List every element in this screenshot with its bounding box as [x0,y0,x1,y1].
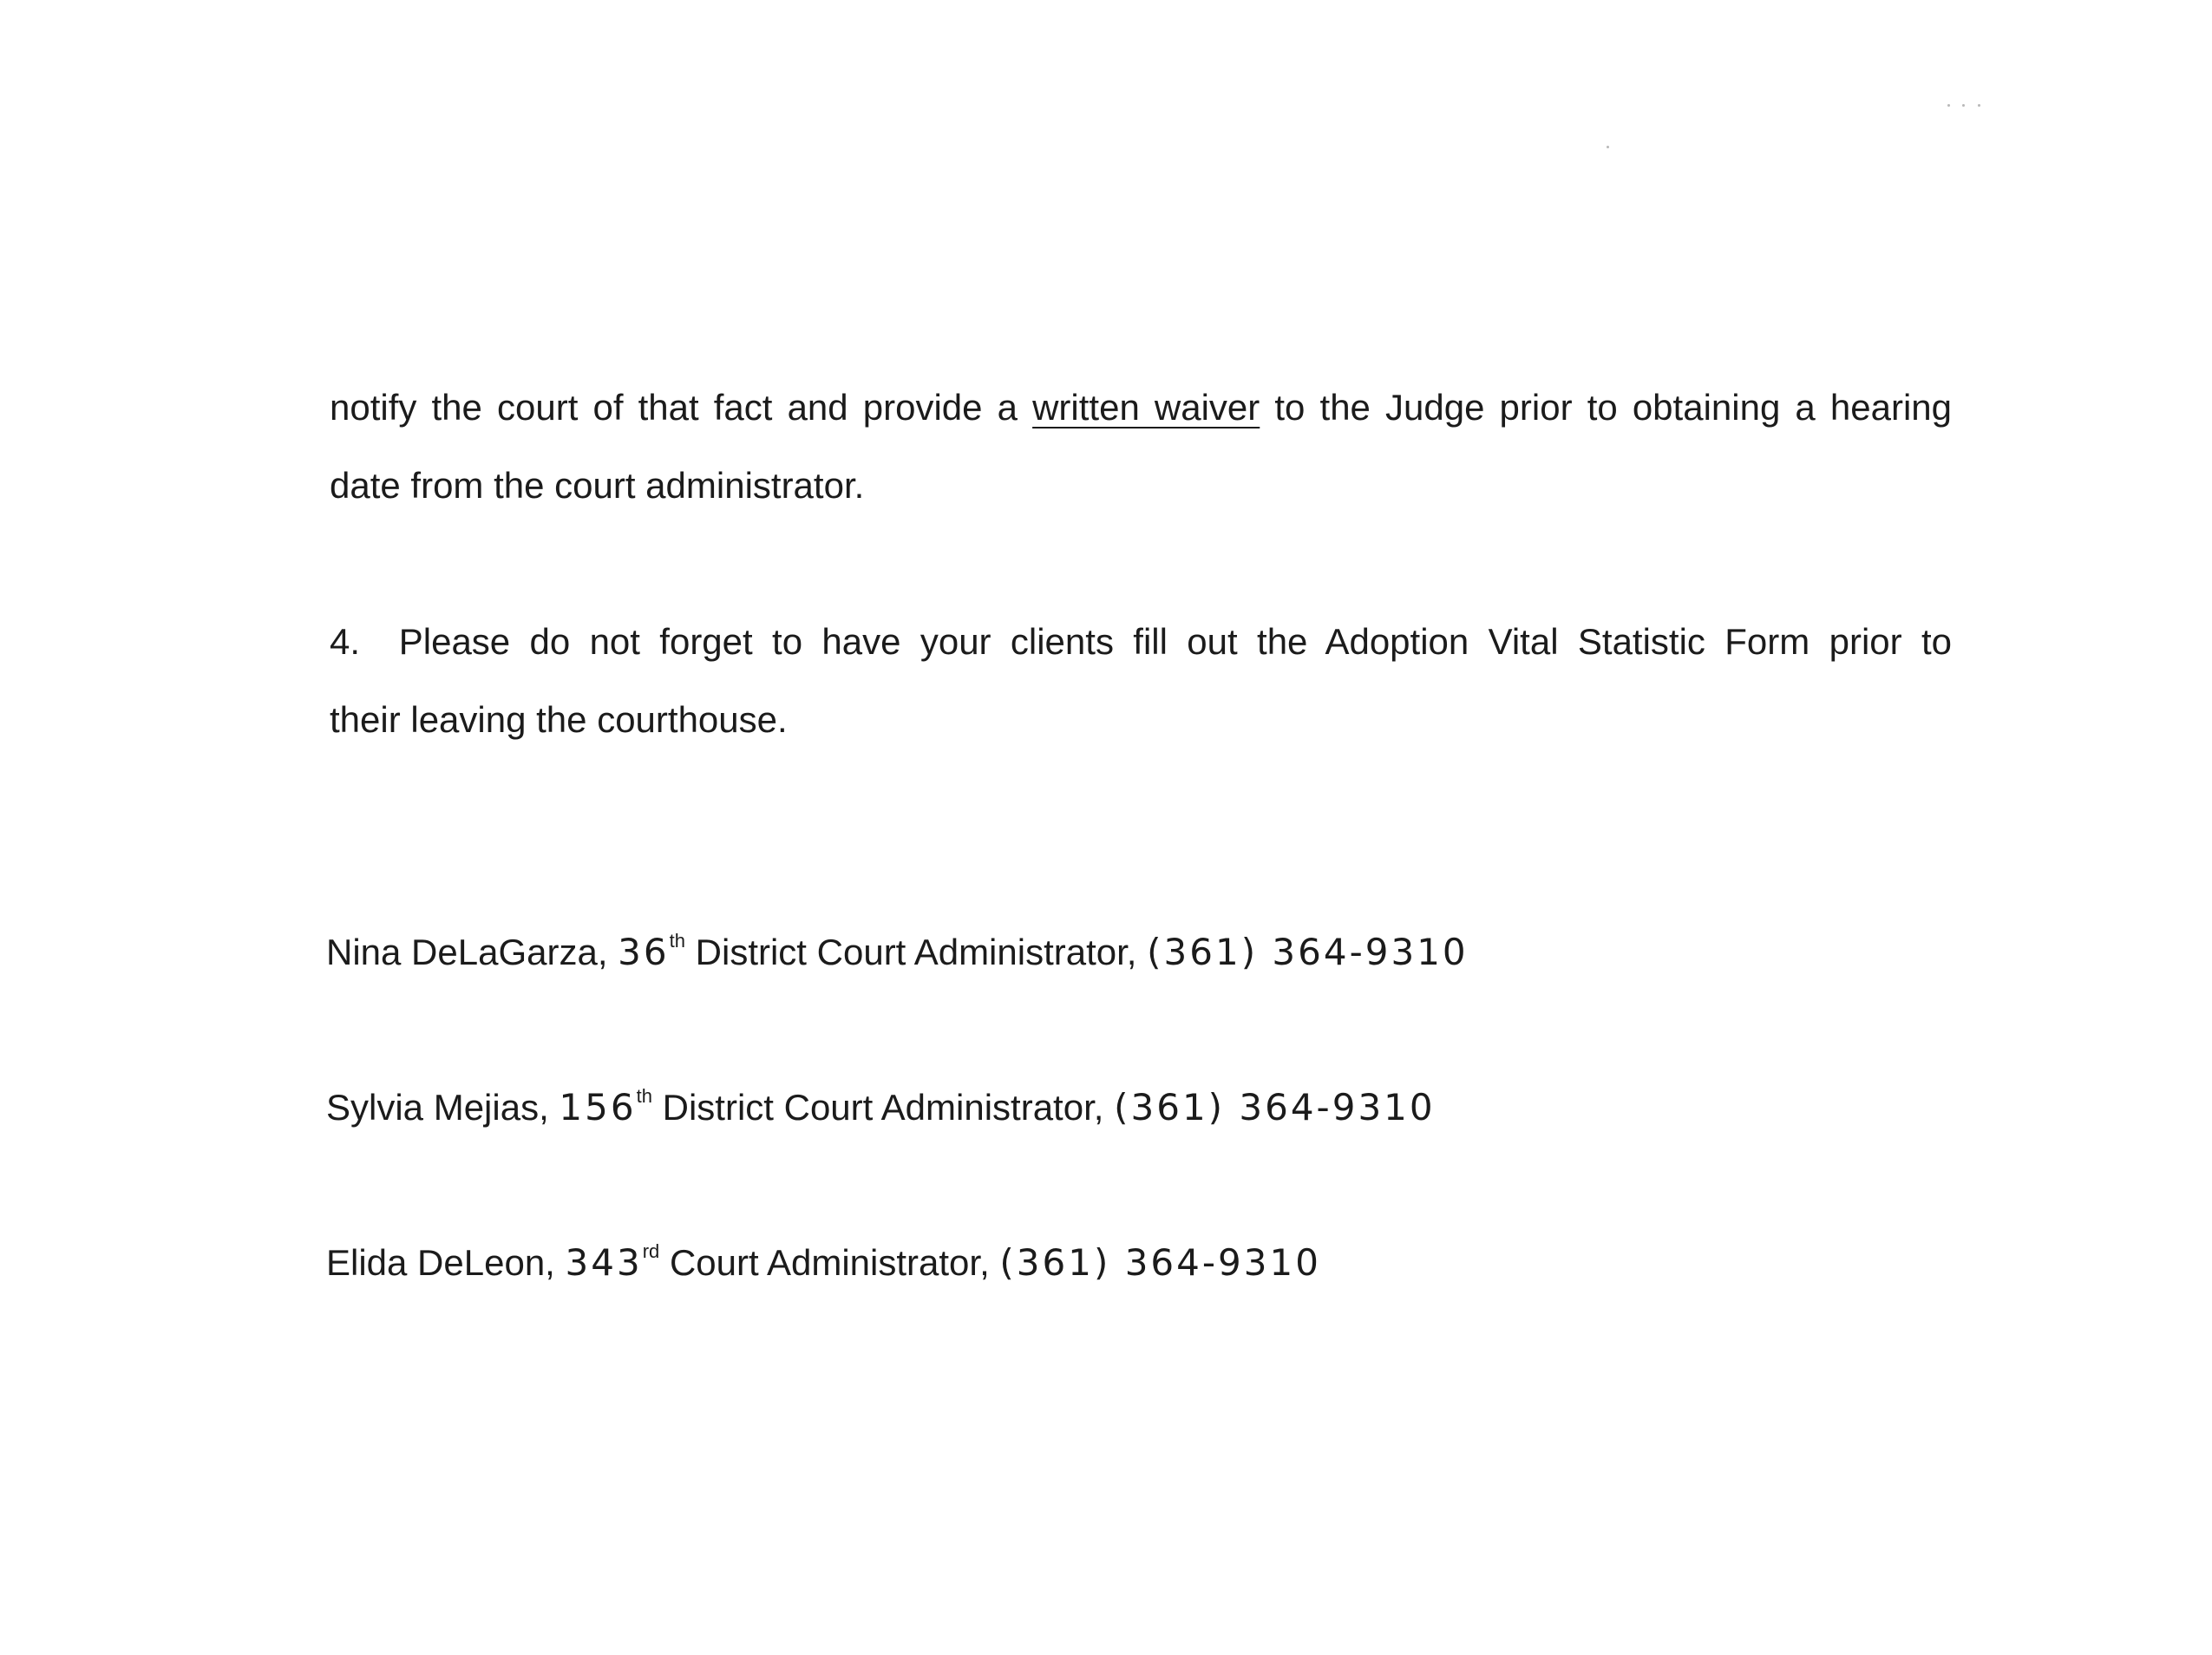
written-waiver-underlined: written waiver [1032,387,1260,428]
paragraph-item-4-line-1: 4. Please do not forget to have your clients fill out the Adoption Vital Statistic Form prior to [330,621,1953,662]
paragraph-item-4 [330,603,1952,759]
court-number: 36 [618,931,670,973]
contact-line [326,1082,1436,1134]
ordinal-suffix: th [669,930,685,952]
paragraph-waiver [330,369,1952,525]
contact-title: Court Administrator, [669,1242,990,1283]
scan-speck [1947,104,1950,107]
contact-name: Elida DeLeon, [326,1242,555,1283]
contact-name: Nina DeLaGarza, [326,932,608,972]
ordinal-suffix: th [636,1085,652,1107]
contact-name: Sylvia Mejias, [326,1087,549,1128]
contact-line [326,1237,1321,1289]
court-number: 343 [565,1241,643,1284]
contact-phone: (361) 364-9310 [1147,931,1469,973]
ordinal-suffix: rd [642,1240,660,1262]
contact-title: District Court Administrator, [662,1087,1104,1128]
item-number: 4. [330,621,361,662]
contact-phone: (361) 364-9310 [1114,1086,1436,1128]
paragraph-item-4-line-2: their leaving the courthouse. [330,699,788,740]
contact-phone: (361) 364-9310 [999,1241,1321,1284]
contact-line [326,926,1469,978]
scan-speck [1607,146,1609,148]
paragraph-waiver-line-2: date from the court administrator. [330,465,865,506]
scan-speck [1962,104,1965,107]
paragraph-waiver-line-1: notify the court of that fact and provide a written waiver to the Judge prior to obtaining a hearing [330,387,1952,428]
scan-speck [1978,104,1980,107]
court-number: 156 [559,1086,637,1128]
contact-title: District Court Administrator, [695,932,1137,972]
